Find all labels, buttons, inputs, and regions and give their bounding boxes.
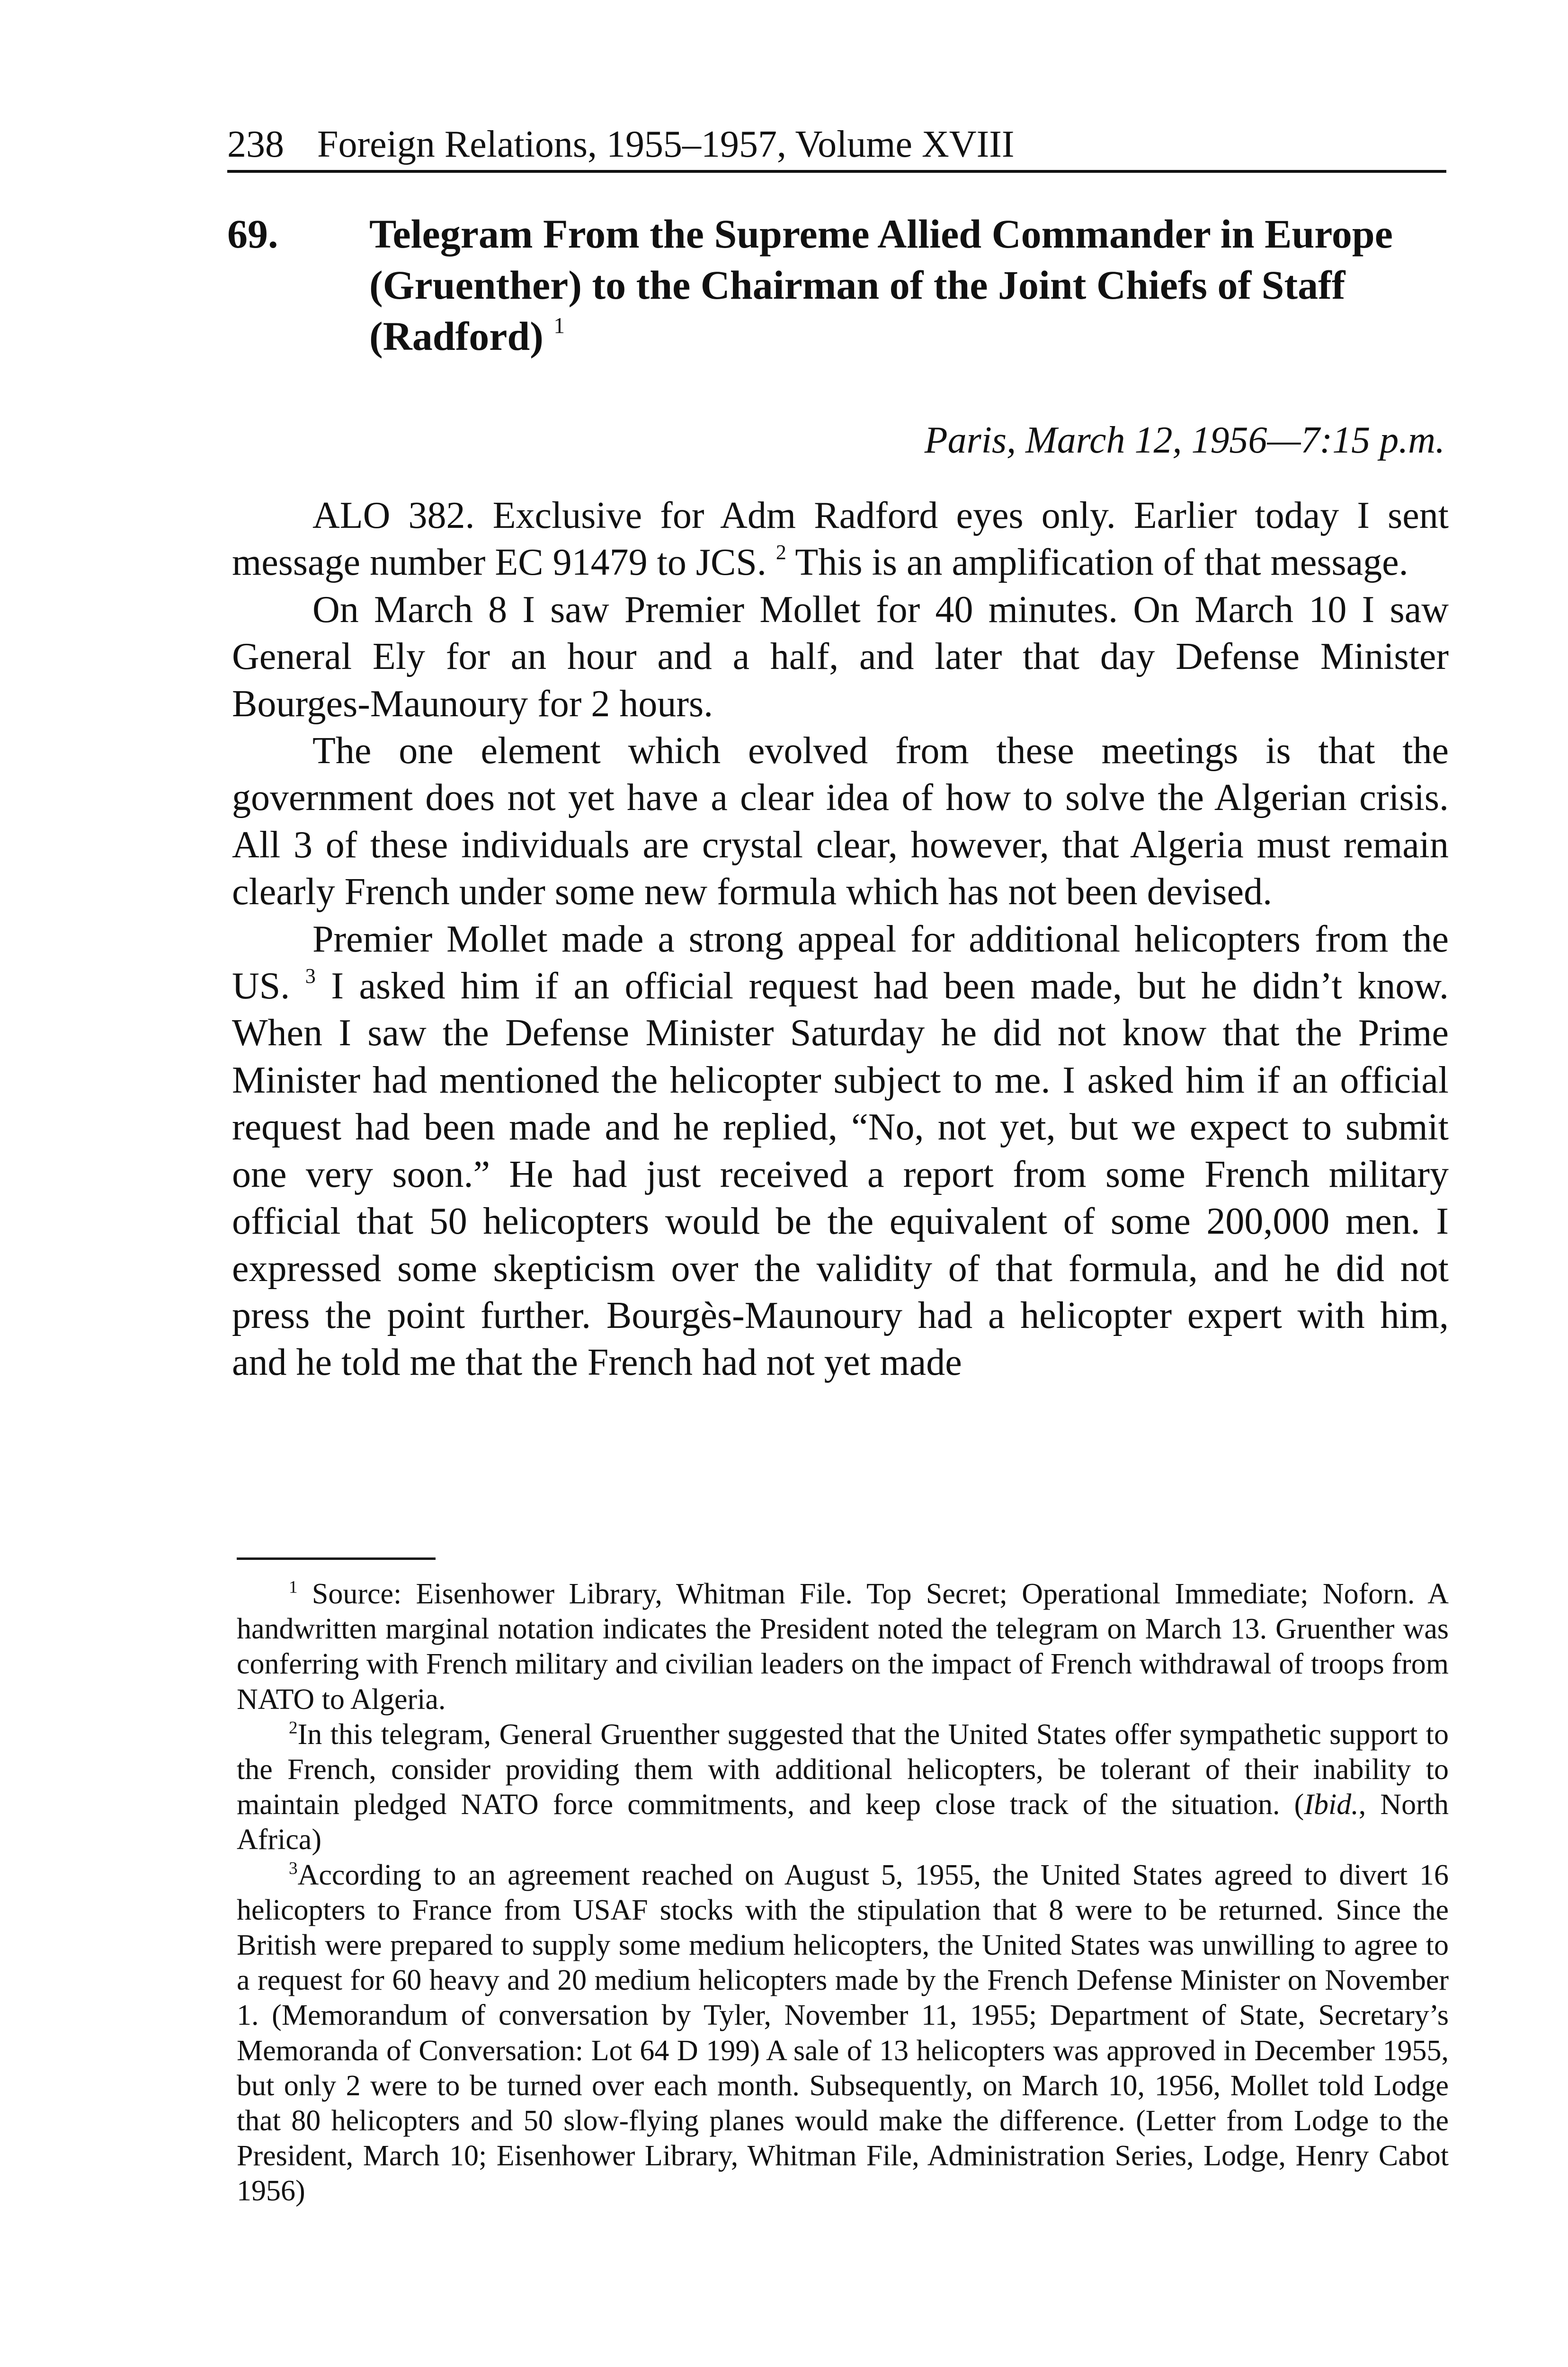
document-number: 69. xyxy=(227,211,278,257)
series-title: Foreign Relations, 1955–1957, Volume XVIII xyxy=(317,124,1015,165)
dateline: Paris, March 12, 1956—7:15 p.m. xyxy=(924,419,1445,461)
footnote-divider xyxy=(237,1557,436,1560)
page-number: 238 xyxy=(227,124,284,165)
footnote-ref-3: 3 xyxy=(305,964,316,988)
ibid-citation: Ibid. xyxy=(1304,1789,1359,1821)
paragraph-3: The one element which evolved from these meetings is that the government does not yet have a clear idea of how to solve the Algerian crisis. All 3 of these individuals are crystal clear, however, that Algeria must remain clearly French under some new formula which has not been devised. xyxy=(232,730,1449,913)
paragraph-1: ALO 382. Exclusive for Adm Radford eyes only. Earlier today I sent message number EC 91479 to JCS. $^2$ This is an amplification of that message. xyxy=(232,495,1449,584)
footnote-3: $^3$According to an agreement reached on August 5, 1955, the United States agreed to divert 16 helicopters to France from USAF stocks with the stipulation that 8 were to be returned. Since the British were prepared to supply some medium helicopters, the United States was unwilling to agree to a request for 60 heavy and 20 medium helicopters made by the French Defense Minister on November 1. (Memorandum of conversation by Tyler, November 11, 1955; Department of State, Secretary’s Memoranda of Conversation: Lot 64 D 199) A sale of 13 helicopters was approved in December 1955, but only 2 were to be turned over each month. Subsequently, on March 10, 1956, Mollet told Lodge that 80 helicopters and 50 slow-flying planes would make the difference. (Letter from Lodge to the President, March 10; Eisenhower Library, Whitman File, Administration Series, Lodge, Henry Cabot 1956) xyxy=(237,1859,1449,2207)
document-title xyxy=(369,208,1458,362)
footnote-ref-2: 2 xyxy=(775,541,786,564)
footnote-marker-2: 2 xyxy=(289,1718,298,1738)
paragraph-4: Premier Mollet made a strong appeal for additional helicopters from the US. $^3$ I asked him if an official request had been made, but he didn’t know. When I saw the Defense Minister Saturday he did not know that the Prime Minister had mentioned the helicopter subject to me. I asked him if an official request had been made and he replied, “No, not yet, but we expect to submit one very soon.” He had just received a report from some French military official that 50 helicopters would be the equivalent of some 200,000 men. I expressed some skepticism over the validity of that formula, and he did not press the point further. Bourgès-Maunoury had a helicopter expert with him, and he told me that the French had not yet made xyxy=(232,918,1449,1384)
footnotes xyxy=(237,1576,1449,2209)
footnote-2: $^2$In this telegram, General Gruenther suggested that the United States offer sympathetic support to the French, consider providing them with additional helicopters, be tolerant of their inability to maintain pledged NATO force commitments, and keep close track of the situation. (Ibid., North Africa) xyxy=(237,1718,1449,1856)
footnote-ref-1: 1 xyxy=(553,313,565,338)
telegram-body xyxy=(232,492,1449,1387)
paragraph-2: On March 8 I saw Premier Mollet for 40 minutes. On March 10 I saw General Ely for an hour and a half, and later that day Defense Minister Bourges-Maunoury for 2 hours. xyxy=(232,588,1449,725)
footnote-marker-3: 3 xyxy=(289,1859,298,1878)
running-head xyxy=(227,121,1446,173)
footnote-1: $^1$ Source: Eisenhower Library, Whitman File. Top Secret; Operational Immediate; Noforn. A handwritten marginal notation indicates the President noted the telegram on March 13. Gruenther was conferring with French military and civilian leaders on the impact of French withdrawal of troops from NATO to Algeria. xyxy=(237,1577,1449,1716)
document-title-text: Telegram From the Supreme Allied Commander in Europe (Gruenther) to the Chairman of the Joint Chiefs of Staff (Radford) xyxy=(369,211,1393,359)
footnote-marker-1: 1 xyxy=(289,1577,298,1597)
